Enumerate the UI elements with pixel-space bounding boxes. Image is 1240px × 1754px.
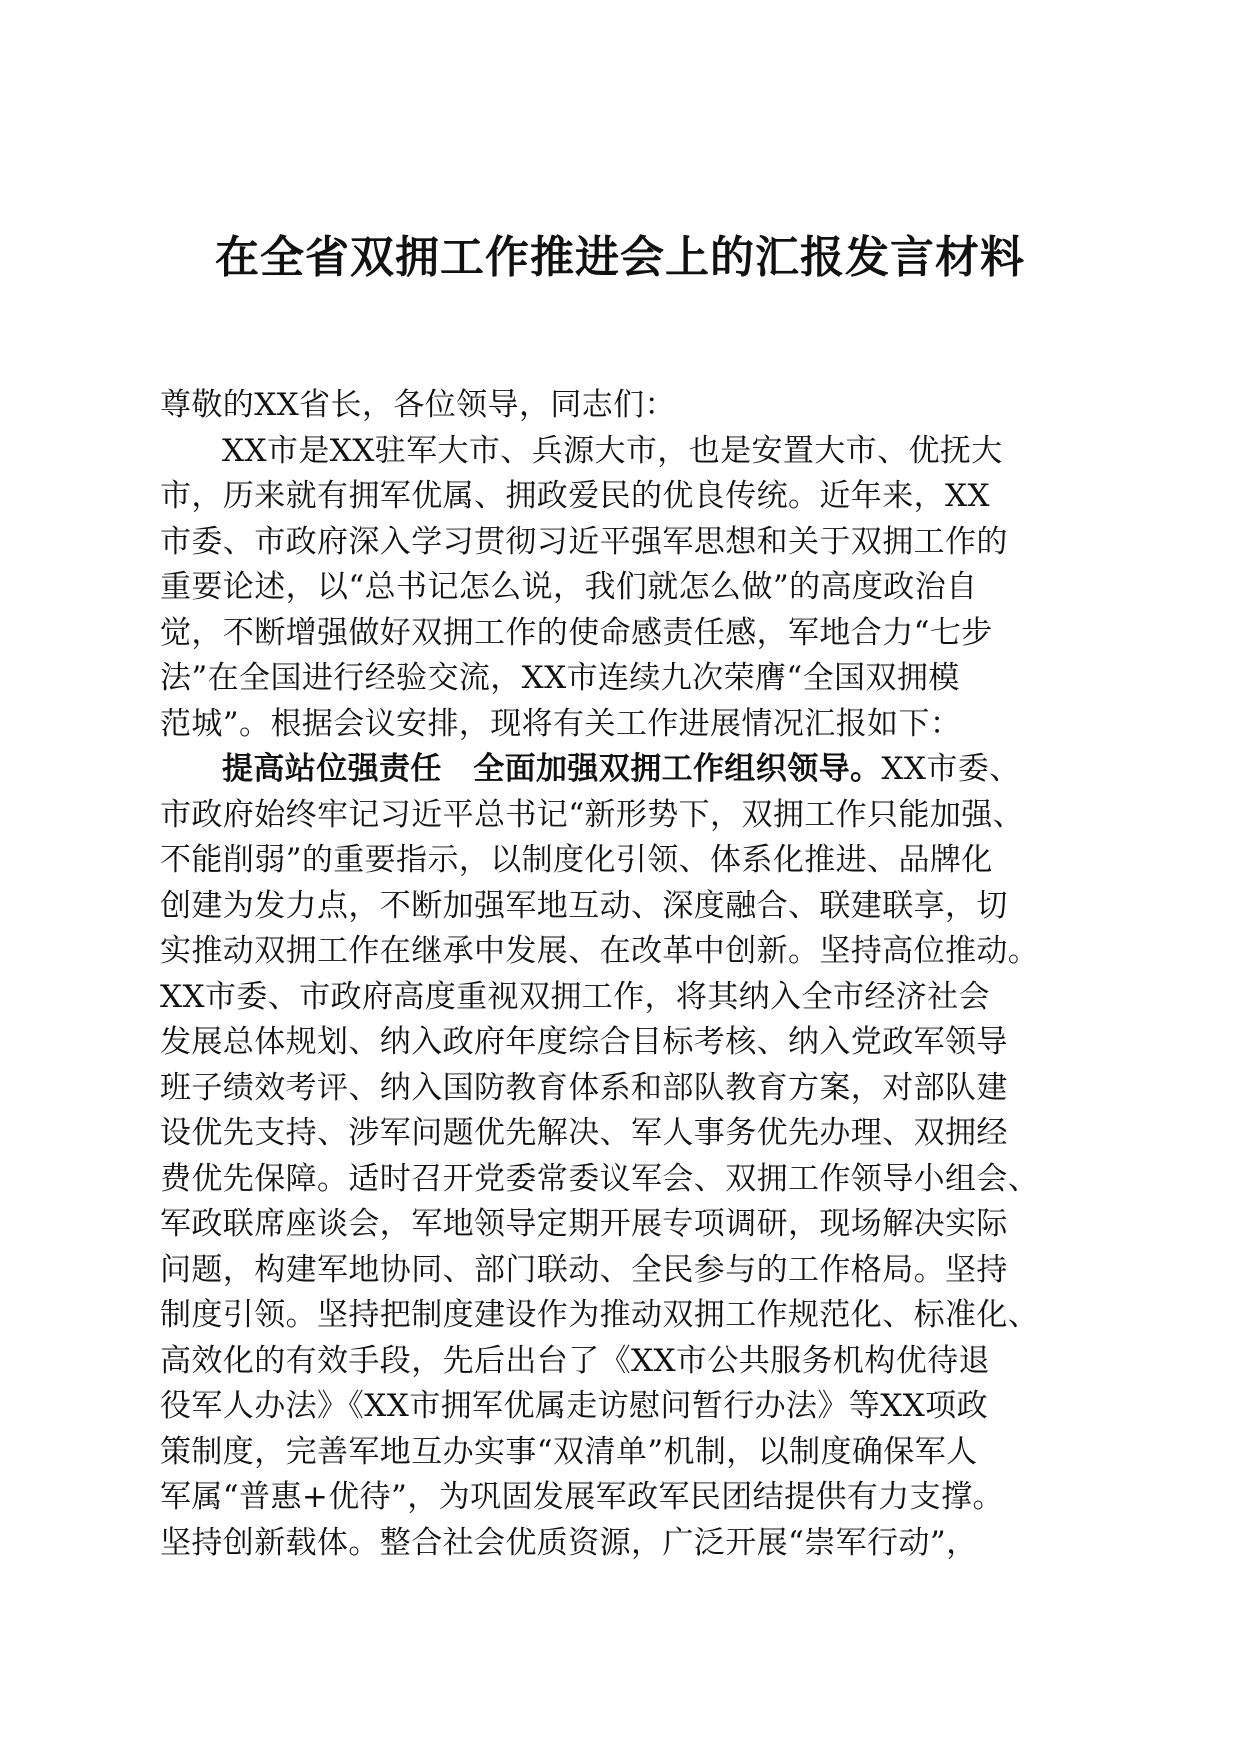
paragraph-line: 市，历来就有拥军优属、拥政爱民的优良传统。近年来，XX (160, 478, 990, 514)
paragraph-line: 实推动双拥工作在继承中发展、在改革中创新。坚持高位推动。 (160, 933, 1040, 969)
paragraph-line: 市委、市政府深入学习贯彻习近平强军思想和关于双拥工作的 (160, 523, 1008, 560)
paragraph-line: 重要论述，以“总书记怎么说，我们就怎么做”的高度政治自 (160, 569, 978, 605)
paragraph-line: 制度引领。坚持把制度建设作为推动双拥工作规范化、标准化、 (160, 1297, 1040, 1333)
paragraph-line: 军属“普惠+优待”，为巩固发展军政军民团结提供有力支撑。 (160, 1479, 1004, 1515)
paragraph-line: 问题，构建军地协同、部门联动、全民参与的工作格局。坚持 (160, 1251, 1008, 1288)
paragraph-line: 策制度，完善军地互办实事“双清单”机制，以制度确保军人 (160, 1433, 978, 1470)
paragraph-line: 发展总体规划、纳入政府年度综合目标考核、纳入党政军领导 (160, 1024, 1008, 1060)
paragraph-line: 军政联席座谈会，军地领导定期开展专项调研，现场解决实际 (160, 1206, 1008, 1242)
paragraph-line: 役军人办法》《XX市拥军优属走访慰问暂行办法》等XX项政 (160, 1388, 988, 1424)
paragraph-line: 高效化的有效手段，先后出台了《XX市公共服务机构优待退 (160, 1342, 990, 1379)
paragraph-line: 创建为发力点，不断加强军地互动、深度融合、联建联享，切 (160, 887, 1008, 924)
section-heading-line (160, 747, 1090, 793)
paragraph-line: 坚持创新载体。整合社会优质资源，广泛开展“崇军行动”， (160, 1524, 978, 1561)
paragraph-line: 设优先支持、涉军问题优先解决、军人事务优先办理、双拥经 (160, 1115, 1008, 1151)
paragraph-line: 觉，不断增强做好双拥工作的使命感责任感，军地合力“七步 (160, 614, 993, 651)
paragraph-line: XX市是XX驻军大市、兵源大市，也是安置大市、优抚大 (222, 432, 1003, 469)
section-heading-rest: XX市委、 (881, 751, 1021, 787)
paragraph-line: 费优先保障。适时召开党委常委议军会、双拥工作领导小组会、 (160, 1160, 1040, 1197)
salutation: 尊敬的XX省长，各位领导，同志们： (160, 387, 676, 423)
paragraph-line: 市政府始终牢记习近平总书记“新形势下，双拥工作只能加强、 (160, 796, 1025, 833)
paragraph-line: 不能削弱”的重要指示，以制度化引领、体系化推进、品牌化 (160, 842, 993, 878)
paragraph-line: 班子绩效考评、纳入国防教育体系和部队教育方案，对部队建 (160, 1069, 1008, 1106)
document-body (160, 383, 1090, 1566)
paragraph-line: XX市委、市政府高度重视双拥工作，将其纳入全市经济社会 (160, 978, 990, 1015)
paragraph-line: 范城”。根据会议安排，现将有关工作进展情况汇报如下： (160, 705, 962, 742)
paragraph-line: 法”在全国进行经验交流，XX市连续九次荣膺“全国双拥模 (160, 660, 960, 696)
page-title: 在全省双拥工作推进会上的汇报发言材料 (215, 232, 1025, 283)
section-heading: 提高站位强责任 全面加强双拥工作组织领导。 (222, 751, 882, 787)
